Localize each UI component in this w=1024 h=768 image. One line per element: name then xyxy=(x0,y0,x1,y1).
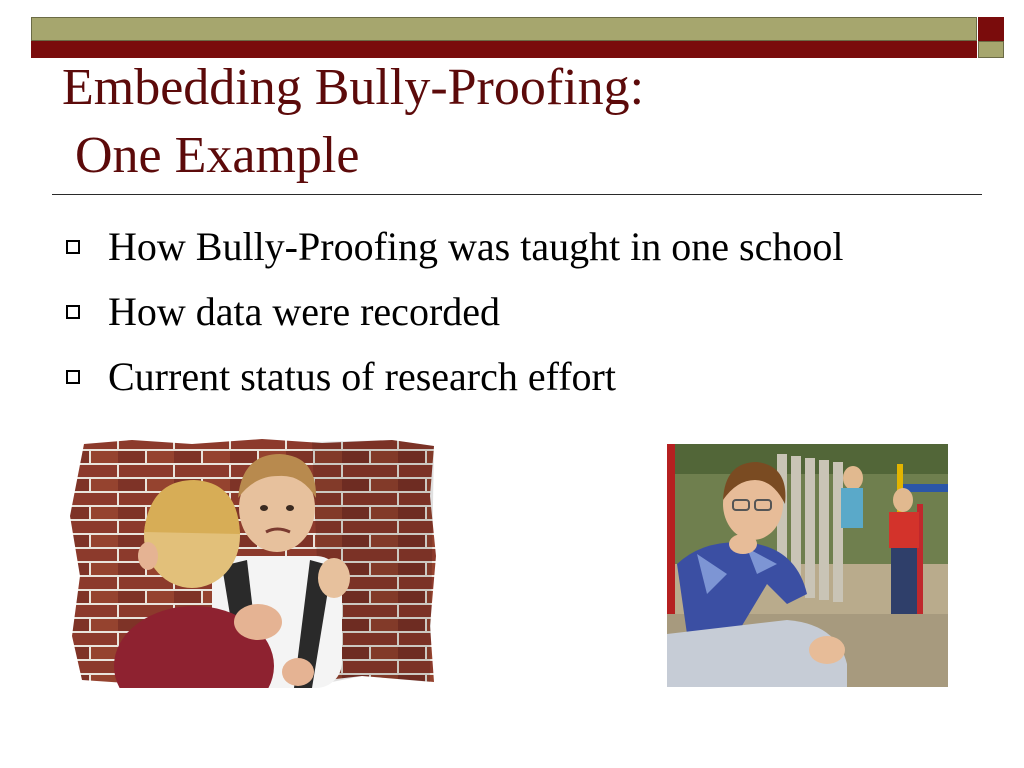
slide-title xyxy=(62,54,644,190)
hollow-square-bullet-icon xyxy=(66,370,80,384)
bullet-text: How Bully-Proofing was taught in one school xyxy=(108,224,844,269)
bullet-item xyxy=(60,344,844,409)
bullying-photo xyxy=(62,436,440,688)
bullet-item xyxy=(60,279,844,344)
bullet-text: How data were recorded xyxy=(108,289,501,334)
bullet-list xyxy=(60,214,844,409)
header-square-maroon xyxy=(978,17,1004,41)
bullet-text: Current status of research effort xyxy=(108,354,616,399)
header-square-olive xyxy=(978,41,1004,58)
slide-title-line-2: One Example xyxy=(62,127,360,184)
hollow-square-bullet-icon xyxy=(66,240,80,254)
lonely-boy-photo xyxy=(667,444,948,687)
bullet-item xyxy=(60,214,844,279)
header-bar-olive xyxy=(31,17,977,41)
slide-title-line-1: Embedding Bully-Proofing: xyxy=(62,59,645,116)
hollow-square-bullet-icon xyxy=(66,305,80,319)
title-divider xyxy=(52,194,982,195)
